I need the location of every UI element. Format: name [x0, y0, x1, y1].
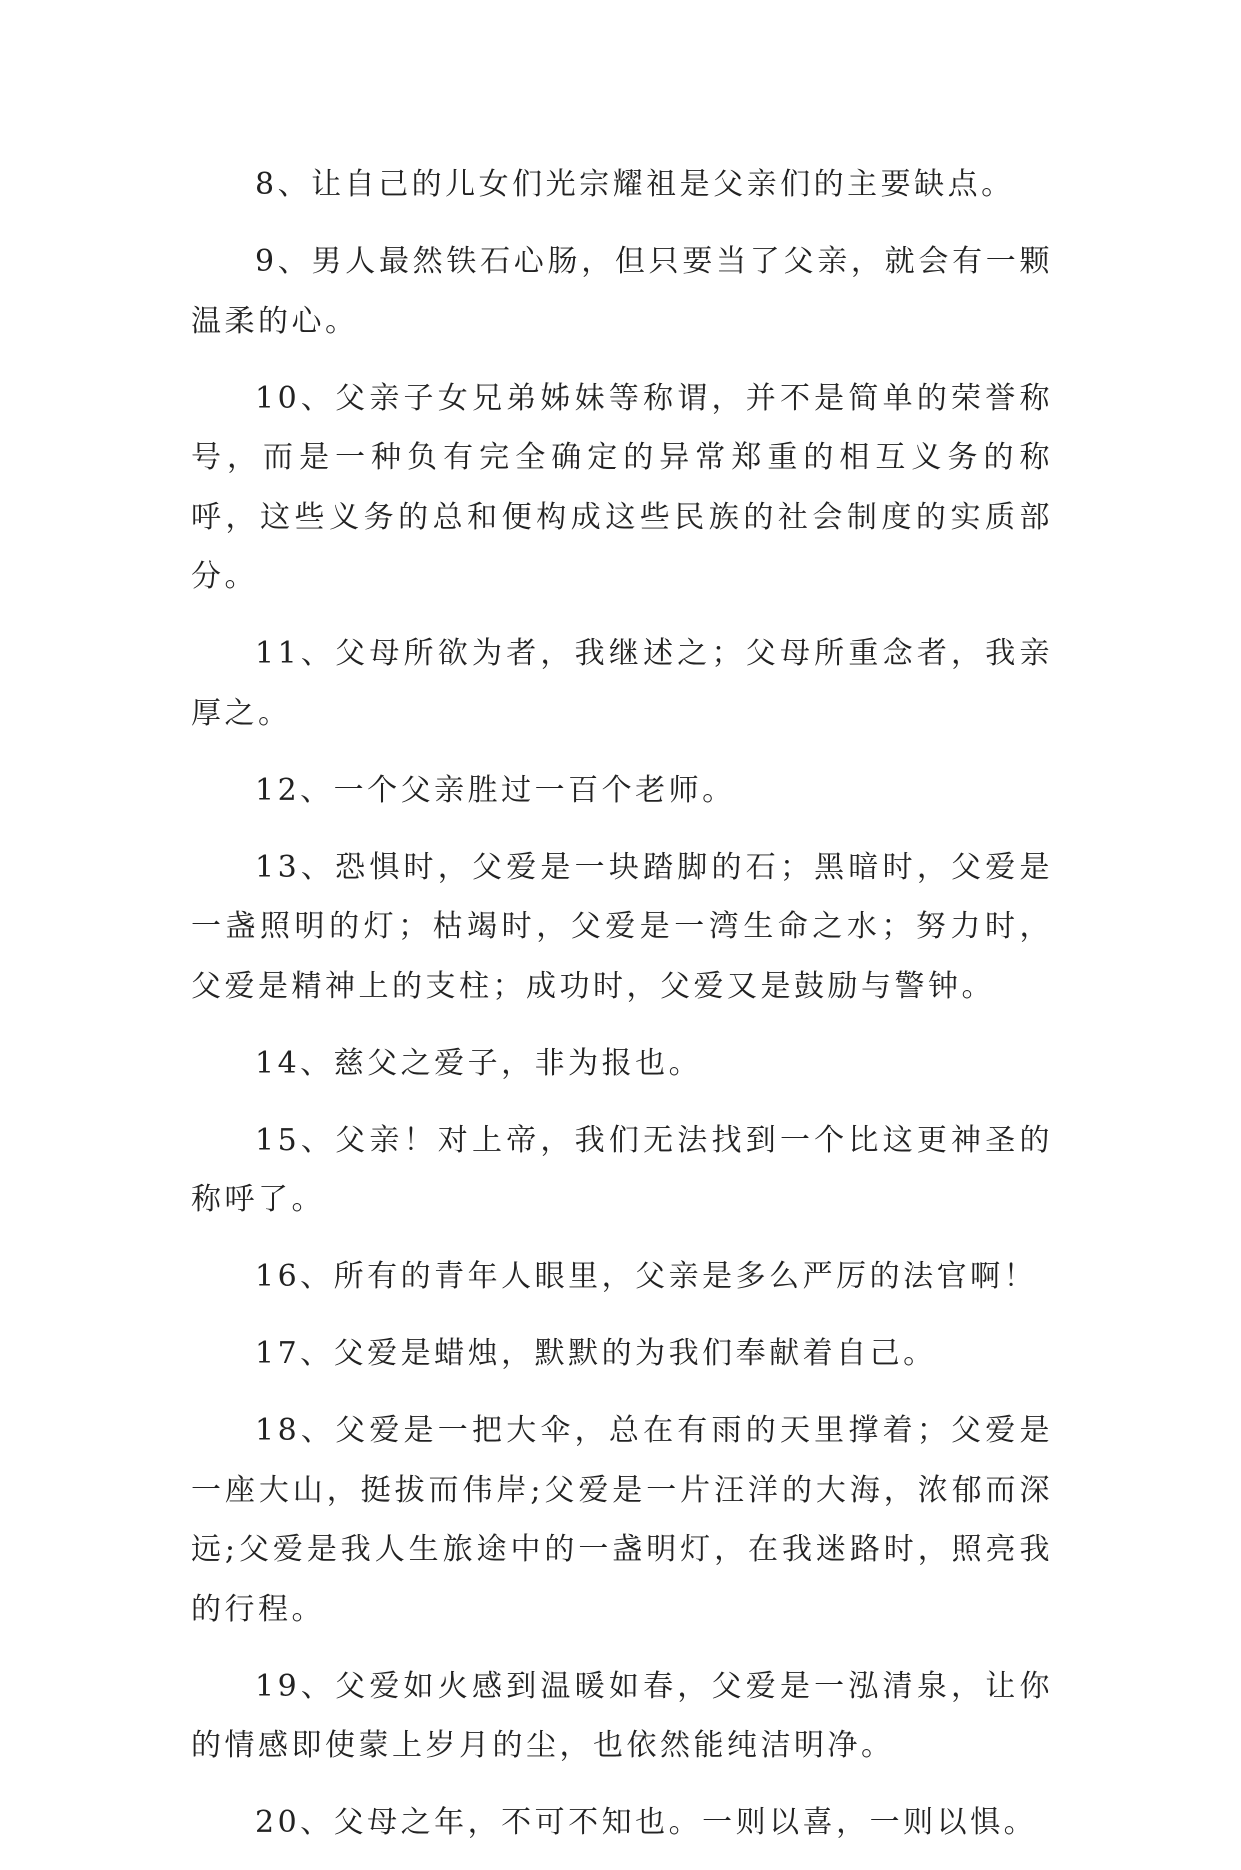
quote-paragraph-20: 20、父母之年，不可不知也。一则以喜，一则以惧。: [255, 1805, 1038, 1840]
quote-paragraph-19: 19、父爱如火感到温暖如春，父爱是一泓清泉，让你的情感即使蒙上岁月的尘，也依然能纯洁明净。: [191, 1668, 1053, 1763]
document-body: [191, 155, 1053, 1870]
quote-paragraph-18: 18、父爱是一把大伞，总在有雨的天里撑着；父爱是一座大山，挺拔而伟岸;父爱是一片汪洋的大海，浓郁而深远;父爱是我人生旅途中的一盏明灯，在我迷路时，照亮我的行程。: [191, 1413, 1053, 1627]
quote-paragraph-15: 15、父亲！对上帝，我们无法找到一个比这更神圣的称呼了。: [191, 1122, 1053, 1217]
quote-paragraph-8: 8、让自己的儿女们光宗耀祖是父亲们的主要缺点。: [255, 167, 1015, 202]
quote-paragraph-12: 12、一个父亲胜过一百个老师。: [255, 772, 736, 808]
quote-paragraph-14: 14、慈父之爱子，非为报也。: [255, 1045, 703, 1081]
quote-paragraph-10: 10、父亲子女兄弟姊妹等称谓，并不是简单的荣誉称号，而是一种负有完全确定的异常郑重的相互义务的称呼，这些义务的总和便构成这些民族的社会制度的实质部分。: [191, 380, 1053, 594]
quote-paragraph-17: 17、父爱是蜡烛，默默的为我们奉献着自己。: [255, 1336, 937, 1371]
quote-paragraph-11: 11、父母所欲为者，我继述之；父母所重念者，我亲厚之。: [191, 636, 1053, 731]
quote-paragraph-13: 13、恐惧时，父爱是一块踏脚的石；黑暗时，父爱是一盏照明的灯；枯竭时，父爱是一湾生命之水；努力时，父爱是精神上的支柱；成功时，父爱又是鼓励与警钟。: [191, 849, 1053, 1004]
quote-paragraph-16: 16、所有的青年人眼里，父亲是多么严厉的法官啊！: [255, 1259, 1038, 1294]
quote-paragraph-9: 9、男人最然铁石心肠，但只要当了父亲，就会有一颗温柔的心。: [191, 244, 1053, 339]
